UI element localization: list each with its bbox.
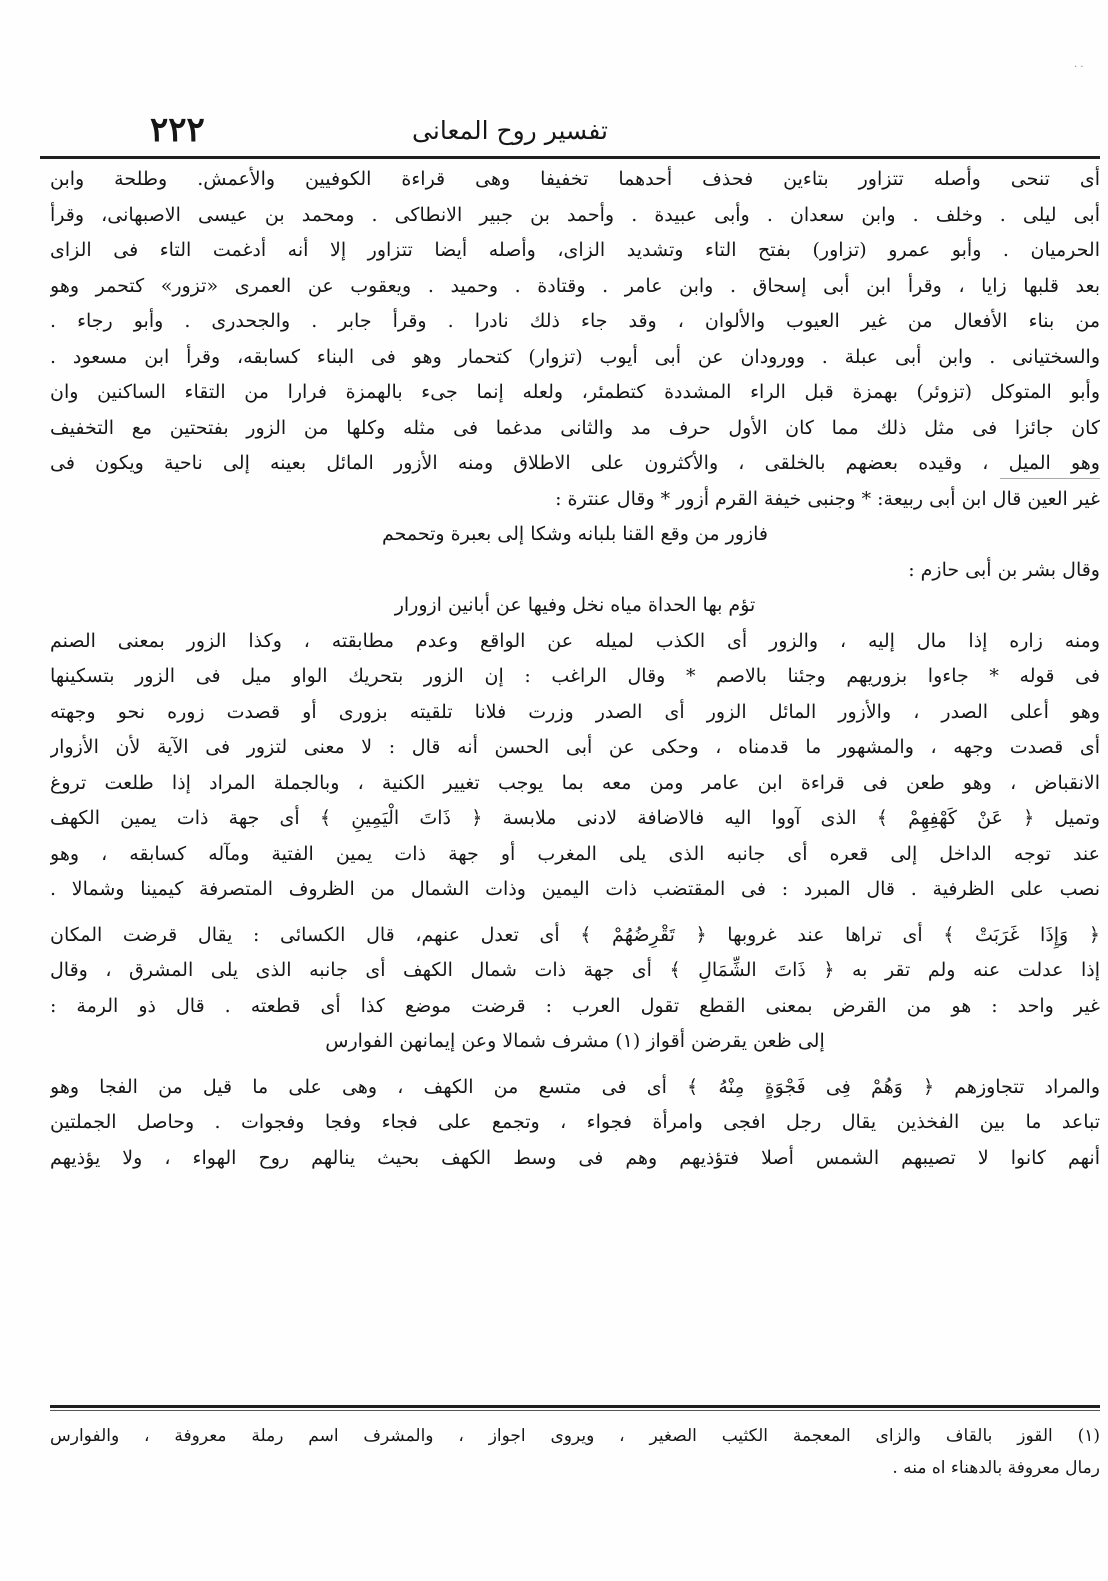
text-line: أنهم كانوا لا تصيبهم الشمس أصلا فتؤذيهم وهم فى وسط الكهف بحيث ينالهم روح الهواء ، ولا يؤذيهم <box>50 1146 1100 1169</box>
text-line: عند توجه الداخل إلى قعره أى جانبه الذى يلى المغرب أو جهة ذات يمين الفتية ومآله كسابقه ، وهو <box>50 842 1100 865</box>
text-line: ﴿ وَإِذَا غَرَبَتْ ﴾ أى تراها عند غروبها ﴿ تَقْرِضُهُمْ ﴾ أى تعدل عنهم، قال الكسائى : يقال قرضت المكان <box>50 923 1100 946</box>
footnote-rule-thin <box>50 1410 1100 1411</box>
text-line: إذا عدلت عنه ولم تقر به ﴿ ذَاتَ الشِّمَالِ ﴾ أى جهة ذات شمال الكهف أى جانبه الذى يلى المشرق ، وقال <box>50 959 1100 981</box>
text-line: تباعد ما بين الفخذين يقال رجل افجى وامرأة فجواء ، وتجمع على فجاء وفجا وفجوات . وحاصل الجملتين <box>50 1111 1100 1133</box>
header-rule <box>40 156 1100 159</box>
text-line: والسختيانى . وابن أبى عبلة . وورودان عن أبى أيوب (تزوار) كتحمار وهو فى البناء كسابقه، وقرأ ابن مسعود . <box>50 345 1100 368</box>
poetry-verse: فازور من وقع القنا بلبانه وشكا إلى بعبرة وتحمحم <box>381 523 769 545</box>
text-line: أى تنحى وأصله تتزاور بتاءين فحذف أحدهما تخفيفا وهى قراءة الكوفيين والأعمش. وطلحة وابن <box>50 168 1100 190</box>
text-line: فى قوله * جاءوا بزوريهم وجئنا بالاصم * وقال الراغب : إن الزور بتحريك الواو ميل فى الزور بتسكينها <box>50 665 1100 687</box>
text-line: والمراد تتجاوزهم ﴿ وَهُمْ فِى فَجْوَةٍ مِنْهُ ﴾ أى فى متسع من الكهف ، وهى على ما قيل من الفجا وهو <box>50 1075 1100 1098</box>
paragraph-gap <box>50 908 1100 918</box>
text-line: أبى ليلى . وخلف . وابن سعدان . وأبى عبيدة . وأحمد بن جبير الانطاكى . ومحمد بن عيسى الاصبهانى، وقرأ <box>50 203 1100 226</box>
margin-mark <box>1000 478 1100 479</box>
page-number: ٢٢٢ <box>150 110 205 150</box>
text-line: غير واحد : هو من القرض بمعنى القطع تقول العرب : قرضت موضع كذا أى قطعته . قال ذو الرمة : <box>50 994 1100 1017</box>
footnote-block <box>50 1420 1100 1484</box>
footnote-line: رمال معروفة بالدهناء اه منه . <box>892 1458 1100 1478</box>
page-header <box>0 106 1108 158</box>
text-line: كان جائزا فى مثل ذلك مما كان الأول حرف مد والثانى مدغما فى مثله وكلها من الزور بفتحتين مع التخفيف <box>50 416 1100 439</box>
running-title: تفسير روح المعانى <box>412 116 608 145</box>
text-line: من بناء الأفعال من غير العيوب والألوان ، وقد جاء ذلك نادرا . وقرأ جابر . والجحدرى . وأبو رجاء . <box>50 310 1100 332</box>
poetry-verse: إلى ظعن يقرضن أقواز (١) مشرف شمالا وعن إيمانهن الفوارس <box>325 1030 825 1052</box>
footnote-line: (١) القوز بالقاف والزاى المعجمة الكثيب الصغير ، ويروى اجواز ، والمشرف اسم رملة معروفة ، والفوارس <box>50 1426 1100 1446</box>
text-line: نصب على الظرفية . قال المبرد : فى المقتضب ذات اليمين وذات الشمال من الظروف المتصرفة كيمينا وشمالا . <box>50 878 1100 900</box>
paragraph-gap <box>50 1060 1100 1070</box>
text-line: وأبو المتوكل (تزوئر) بهمزة قبل الراء المشددة كتطمئر، ولعله إنما جىء بالهمزة فرارا من التقاء الساكنين وان <box>50 381 1100 403</box>
text-line: الانقباض ، وهو طعن فى قراءة ابن عامر ومن معه بما يوجب تغيير الكنية ، وبالجملة المراد إذا طلعت تروغ <box>50 771 1100 794</box>
text-line: بعد قلبها زايا ، وقرأ ابن أبى إسحاق . وابن عامر . وقتادة . وحميد . ويعقوب عن العمرى «تزور» كتحمر وهو <box>50 274 1100 297</box>
main-text <box>50 162 1100 1176</box>
text-line: غير العين قال ابن أبى ربيعة: * وجنبى خيفة القرم أزور * وقال عنترة : <box>555 487 1100 510</box>
text-line: وتميل ﴿ عَنْ كَهْفِهِمْ ﴾ الذى آووا اليه فالاضافة لادنى ملابسة ﴿ ذَاتَ الْيَمِينِ ﴾ أى جهة ذات يمين الكهف <box>50 807 1100 829</box>
text-line: أى قصدت وجهه ، والمشهور ما قدمناه ، وحكى عن أبى الحسن أنه قال : لا معنى لتزور فى الآية لأن الأزوار <box>50 736 1100 758</box>
poetry-verse: تؤم بها الحداة مياه نخل وفيها عن أبانين ازورار <box>394 594 756 616</box>
verse-intro: وقال بشر بن أبى حازم : <box>908 558 1100 581</box>
text-line: الحرميان . وأبو عمرو (تزاور) بفتح التاء وتشديد الزاى، وأصله أيضا تتزاور إلا أنه أدغمت التاء فى الزاى <box>50 239 1100 261</box>
footnote-rule <box>50 1405 1100 1408</box>
scan-speck: · · <box>1074 62 1084 73</box>
text-line: وهو أعلى الصدر ، والأزور المائل الزور أى الصدر وزرت فلانا تلقيته بزورى أو قصدت زوره نحو وجهته <box>50 700 1100 723</box>
text-line: ومنه زاره إذا مال إليه ، والزور أى الكذب لميله عن الواقع وعدم مطابقته ، وكذا الزور بمعنى الصنم <box>50 629 1100 652</box>
text-line: وهو الميل ، وقيده بعضهم بالخلقى ، والأكثرون على الاطلاق ومنه الأزور المائل بعينه إلى ناحية ويكون فى <box>50 452 1100 474</box>
